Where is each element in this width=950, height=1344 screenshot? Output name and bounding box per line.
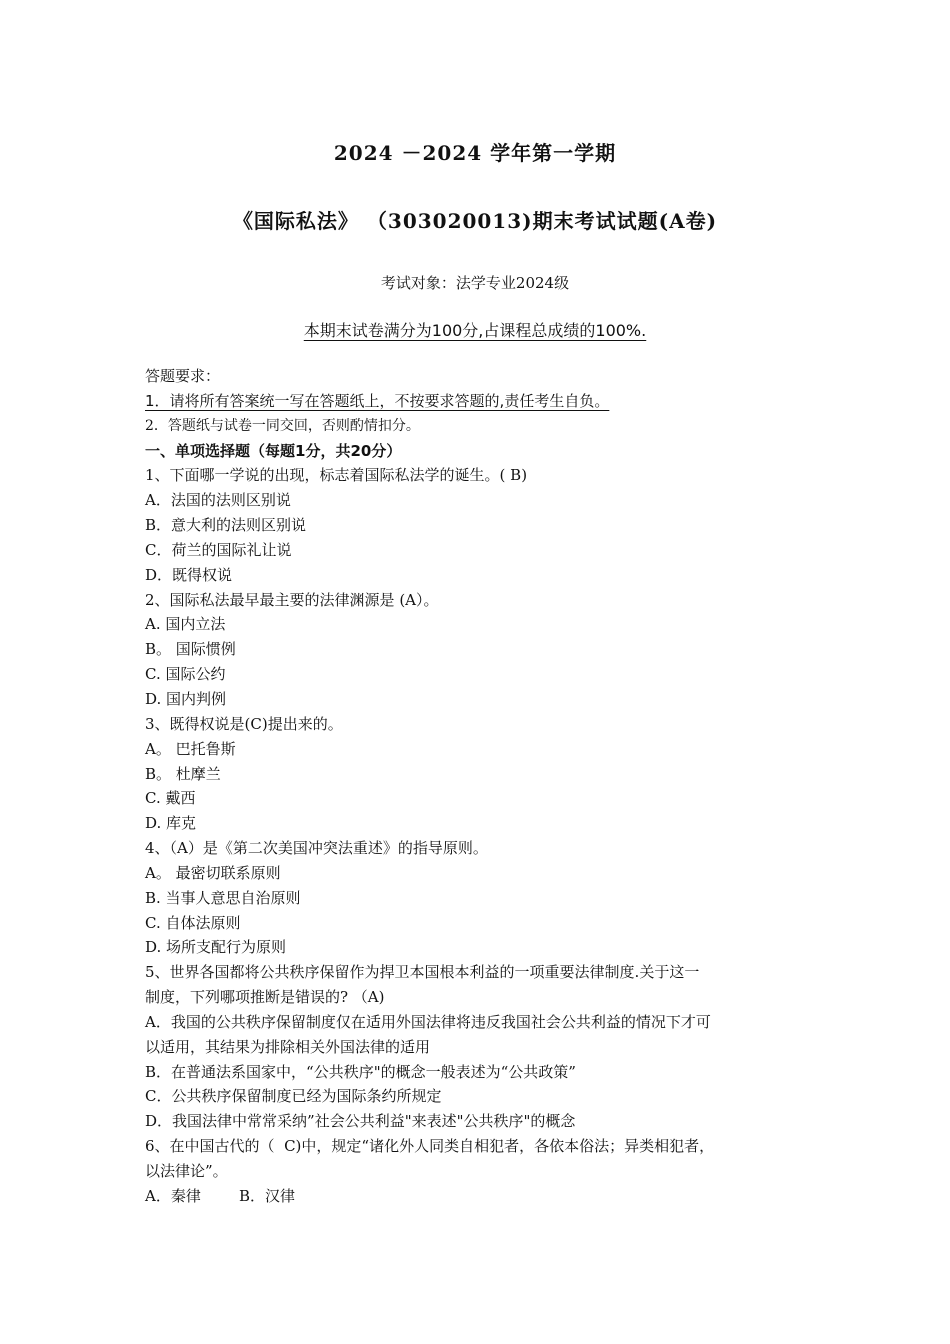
question-3-stem: 3、既得权说是(C)提出来的。 <box>145 714 343 733</box>
question-4-option-d: D. 场所支配行为原则 <box>145 938 287 957</box>
question-2-option-b: B。 国际惯例 <box>145 640 236 659</box>
question-4-option-b: B. 当事人意思自治原则 <box>145 888 301 907</box>
question-3-option-b: B。 杜摩兰 <box>145 764 221 783</box>
question-5-option-a-line-2: 以适用，其结果为排除相关外国法律的适用 <box>145 1037 431 1056</box>
exam-title: 《国际私法》 （303020013)期末考试试题(A卷) <box>232 209 718 233</box>
question-4-option-c: C. 自体法原则 <box>145 913 241 932</box>
question-6-options-a-b: A．秦律 B．汉律 <box>145 1186 296 1205</box>
question-5-stem-line-1: 5、世界各国都将公共秩序保留作为捍卫本国根本利益的一项重要法律制度.关于这一 <box>145 963 700 982</box>
question-2-option-c: C. 国际公约 <box>145 665 226 684</box>
question-5-option-b: B．在普通法系国家中，“公共秩序"的概念一般表述为“公共政策” <box>145 1062 576 1081</box>
question-1-stem: 1、下面哪一学说的出现，标志着国际私法学的诞生。( B) <box>145 466 528 485</box>
question-1-option-a: A．法国的法则区别说 <box>145 491 291 510</box>
requirement-item-2: 2．答题纸与试卷一同交回，否则酌情扣分。 <box>145 417 420 434</box>
section-1-heading: 一、单项选择题（每题1分，共20分） <box>145 441 402 460</box>
requirements-heading: 答题要求： <box>145 367 221 385</box>
question-1-option-c: C．荷兰的国际礼让说 <box>145 540 292 559</box>
question-5-option-a-line-1: A．我国的公共秩序保留制度仅在适用外国法律将违反我国社会公共利益的情况下才可 <box>145 1012 711 1031</box>
question-5-option-d: D．我国法律中常常采纳”社会公共利益"来表述"公共秩序"的概念 <box>145 1112 576 1131</box>
score-notice <box>0 318 950 341</box>
requirement-item-1-text: 1．请将所有答案统一写在答题纸上，不按要求答题的,责任考生自负。 <box>145 391 610 410</box>
term-title: 2024 －2024 学年第一学期 <box>333 141 617 165</box>
question-1-option-b: B．意大利的法则区别说 <box>145 516 307 535</box>
question-2-option-d: D. 国内判例 <box>145 689 227 708</box>
question-2-option-a: A. 国内立法 <box>145 615 226 634</box>
question-2-stem: 2、国际私法最早最主要的法律渊源是 (A）。 <box>145 590 439 609</box>
question-4-stem: 4、（A）是《第二次美国冲突法重述》的指导原则。 <box>145 839 488 858</box>
question-1-option-d: D．既得权说 <box>145 565 233 584</box>
question-6-stem-line-2: 以法律论”。 <box>145 1162 228 1180</box>
question-3-option-a: A。 巴托鲁斯 <box>145 739 236 758</box>
requirement-item-1 <box>145 389 825 414</box>
score-notice-text: 本期末试卷满分为100分,占课程总成绩的100%. <box>303 321 647 340</box>
question-5-stem-line-2: 制度，下列哪项推断是错误的? （A) <box>145 988 385 1007</box>
question-6-stem-line-1: 6、在中国古代的（ C)中，规定“诸化外人同类自相犯者，各依本俗法；异类相犯者， <box>145 1137 715 1156</box>
question-3-option-d: D. 库克 <box>145 814 197 833</box>
question-3-option-c: C. 戴西 <box>145 789 196 808</box>
question-5-option-c: C．公共秩序保留制度已经为国际条约所规定 <box>145 1087 442 1106</box>
exam-subject: 考试对象：法学专业2024级 <box>380 274 570 292</box>
exam-body <box>145 364 825 1209</box>
question-4-option-a: A。 最密切联系原则 <box>145 863 281 882</box>
